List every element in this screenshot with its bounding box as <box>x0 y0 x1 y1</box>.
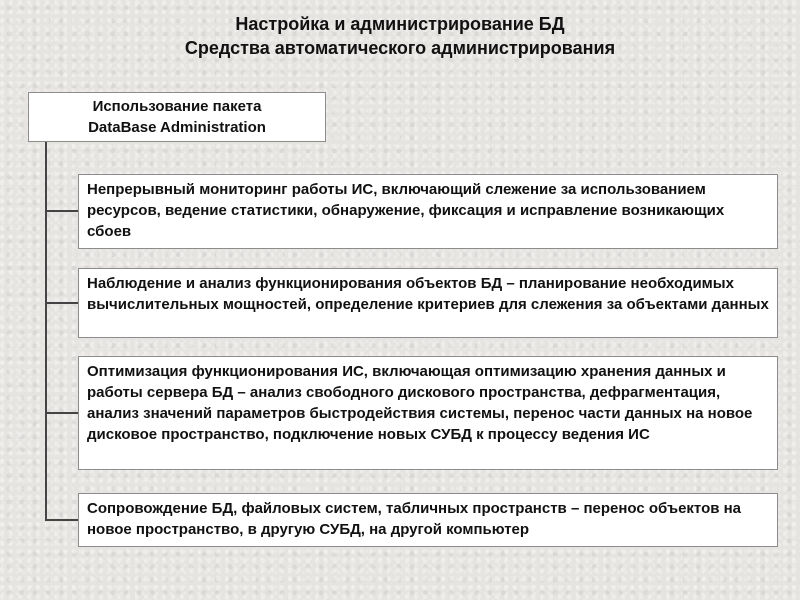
title-line-1: Настройка и администрирование БД <box>235 14 565 34</box>
child-node-maintenance <box>78 493 778 547</box>
child-node-text: Непрерывный мониторинг работы ИС, включающий слежение за использованием ресурсов, ведение статистики, обнаружение, фиксация и исправление возникающих сбоев <box>87 181 725 240</box>
child-node-text: Наблюдение и анализ функционирования объектов БД – планирование необходимых вычислительных мощностей, определение критериев для слежения за объектами данных <box>87 275 769 313</box>
slide-title <box>0 12 800 60</box>
child-node-monitoring <box>78 174 778 249</box>
title-line-2: Средства автоматического администрирования <box>184 38 616 58</box>
connector-item-2 <box>45 302 78 304</box>
root-node-line-2: DataBase Administration <box>88 119 266 136</box>
connector-item-4 <box>45 519 78 521</box>
root-node <box>28 92 326 142</box>
connector-item-1 <box>45 210 78 212</box>
child-node-text: Оптимизация функционирования ИС, включающая оптимизацию хранения данных и работы сервера БД – анализ свободного дискового пространства, дефрагментация, анализ значений параметров быстродействия системы, перенос части данных на новое дисковое пространство, подключение новых СУБД к процессу ведения ИС <box>87 363 753 443</box>
connector-item-3 <box>45 412 78 414</box>
child-node-analysis <box>78 268 778 338</box>
root-node-line-1: Использование пакета <box>92 98 262 115</box>
child-node-optimization <box>78 356 778 470</box>
child-node-text: Сопровождение БД, файловых систем, табличных пространств – перенос объектов на новое пространство, в другую СУБД, на другой компьютер <box>87 500 742 538</box>
tree-trunk-connector <box>45 142 47 520</box>
